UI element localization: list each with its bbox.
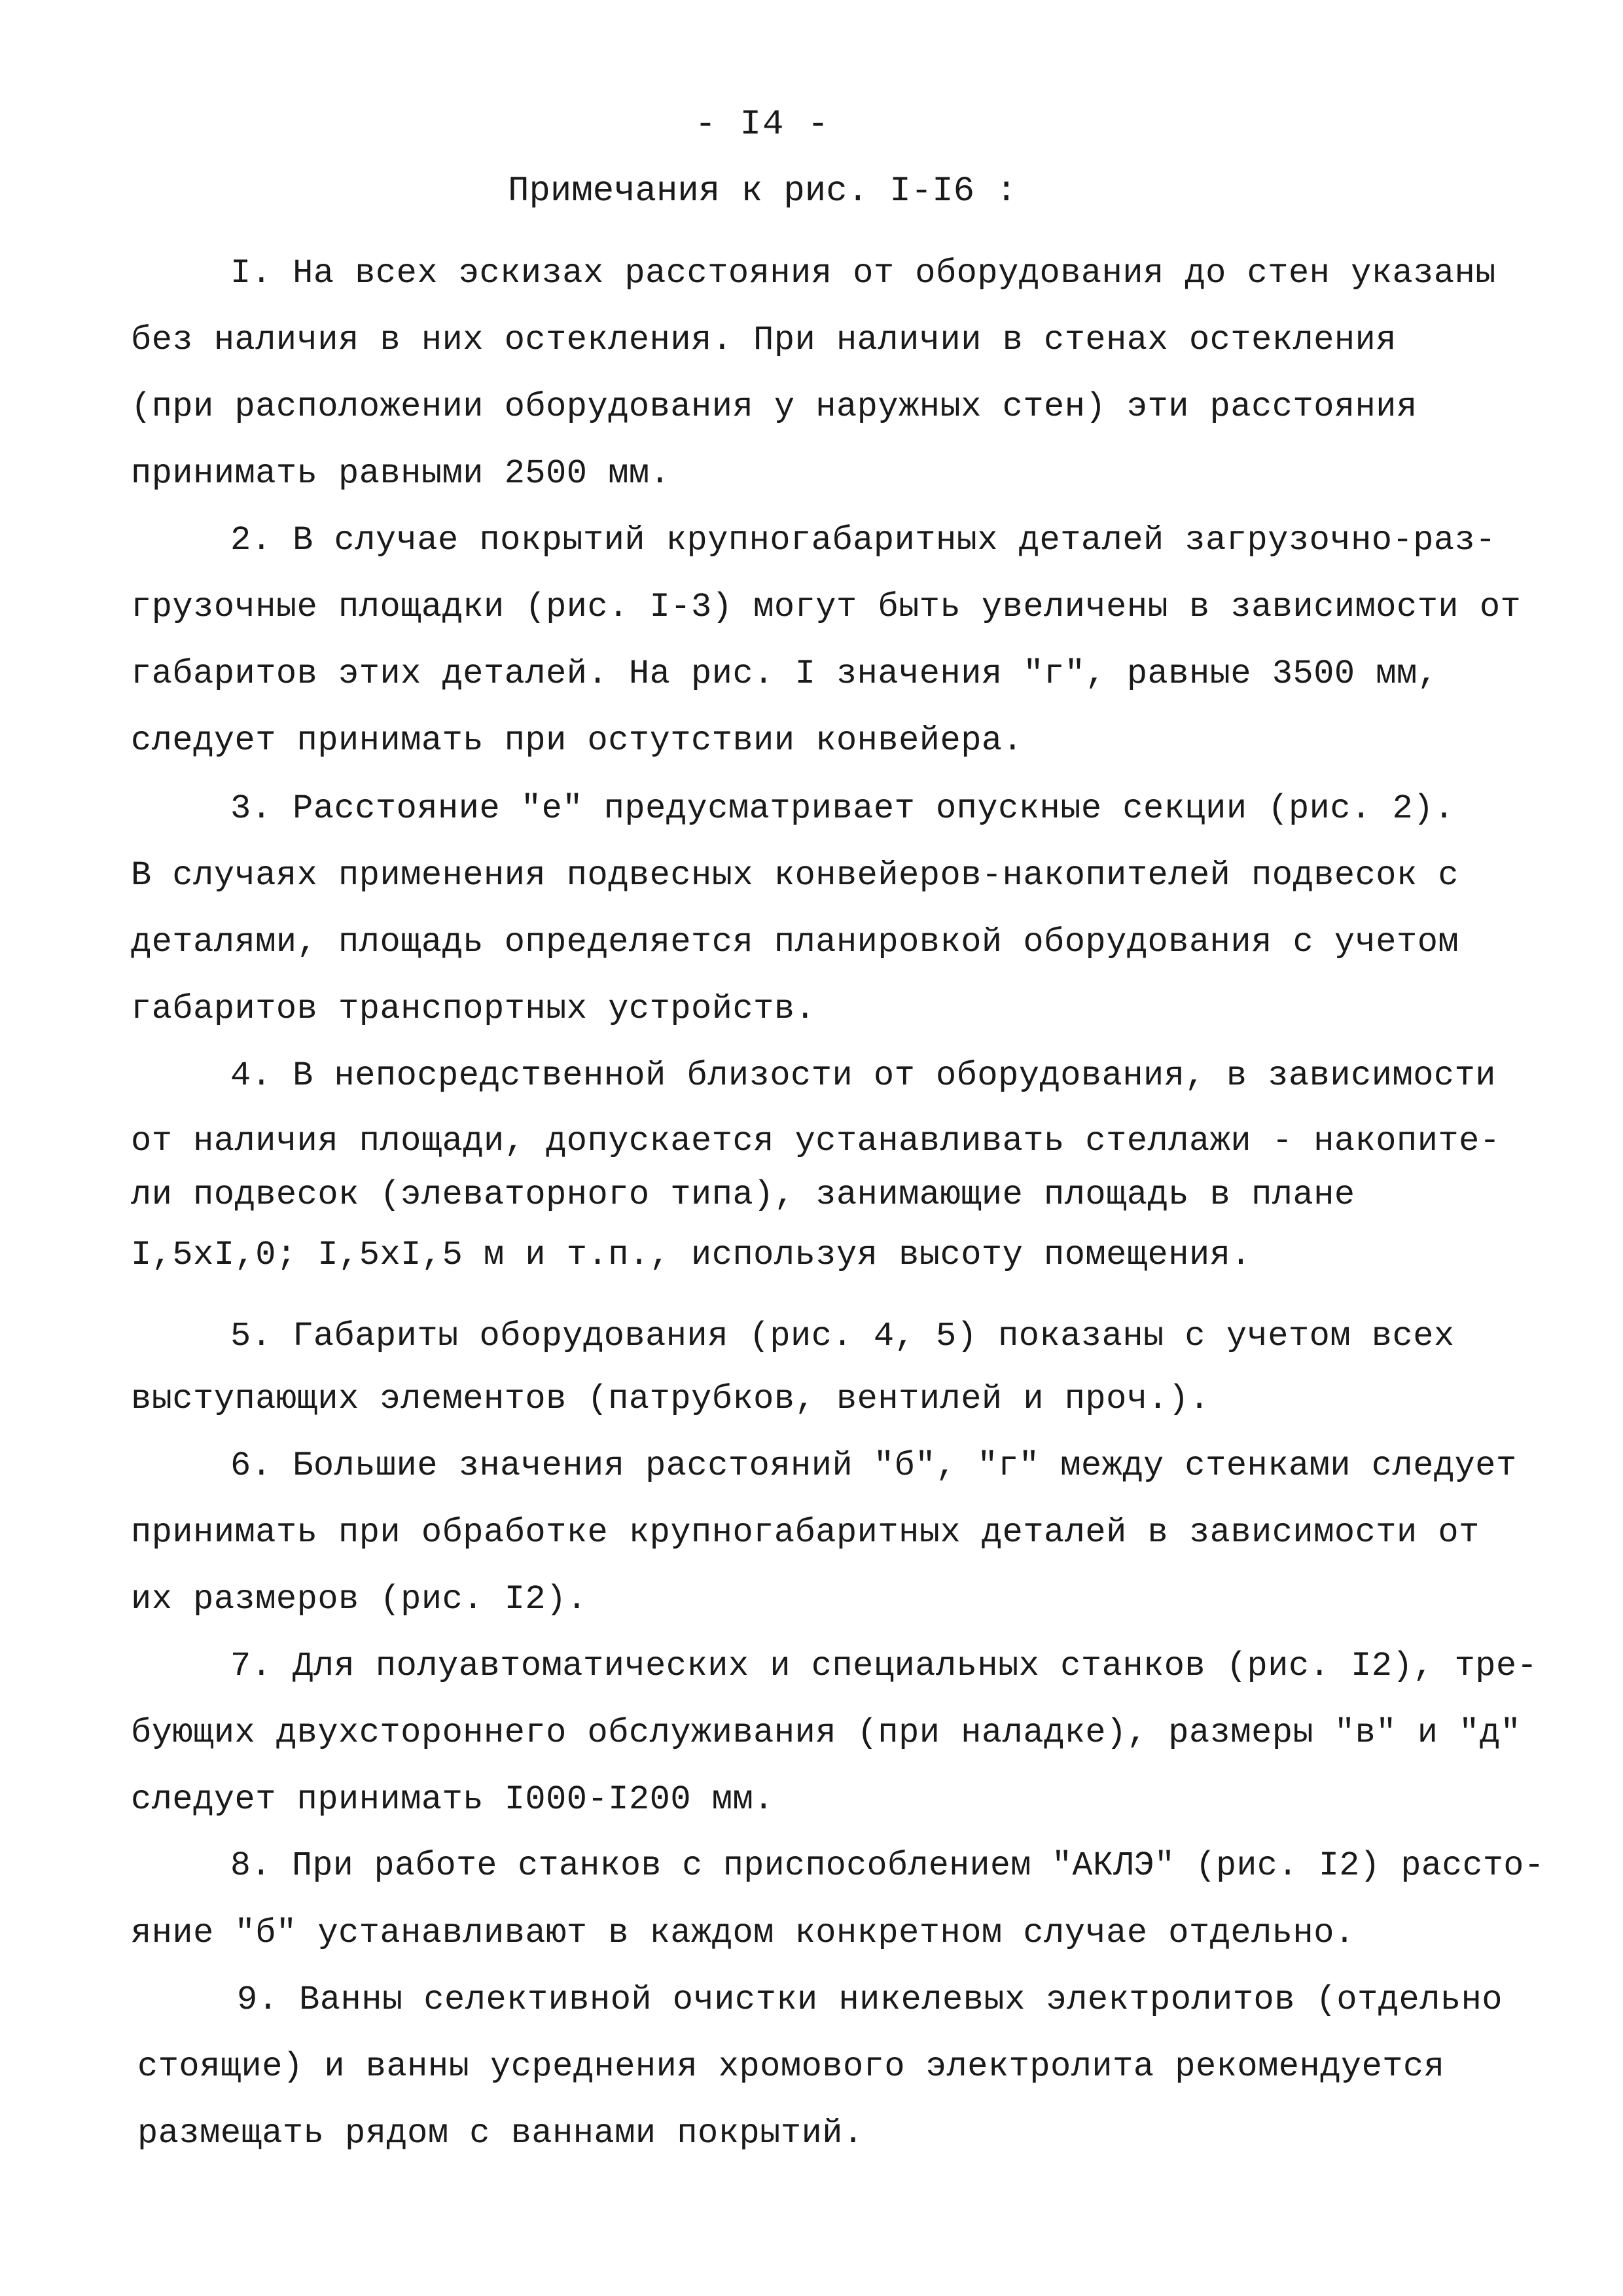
note-9-line-3: размещать рядом с ваннами покрытий. xyxy=(137,2114,864,2153)
note-6-line-2: принимать при обработке крупногабаритных деталей в зависимости от xyxy=(131,1513,1480,1552)
note-6-line-1: 6. Большие значения расстояний "б", "г" между стенками следует xyxy=(230,1446,1517,1485)
note-2-line-4: следует принимать при остутствии конвейера. xyxy=(131,721,1024,760)
note-3-line-1: 3. Расстояние "е" предусматривает опускные секции (рис. 2). xyxy=(230,789,1455,828)
note-7-line-1: 7. Для полуавтоматических и специальных станков (рис. I2), тре- xyxy=(230,1647,1538,1685)
note-3-line-4: габаритов транспортных устройств. xyxy=(131,990,816,1028)
note-4-line-2: от наличия площади, допускается устанавливать стеллажи - накопите- xyxy=(131,1122,1501,1160)
note-2-line-3: габаритов этих деталей. На рис. I значения "г", равные 3500 мм, xyxy=(131,655,1438,693)
note-3-line-2: В случаях применения подвесных конвейеров-накопителей подвесок с xyxy=(131,856,1459,895)
note-6-line-3: их размеров (рис. I2). xyxy=(131,1580,588,1619)
note-2-line-2: грузочные площадки (рис. I-3) могут быть увеличены в зависимости от xyxy=(131,588,1522,626)
note-4-line-4: I,5xI,0; I,5xI,5 м и т.п., используя высоту помещения. xyxy=(131,1236,1252,1274)
notes-heading: Примечания к рис. I-I6 : xyxy=(508,171,1017,211)
note-7-line-2: бующих двухстороннего обслуживания (при наладке), размеры "в" и "д" xyxy=(131,1713,1522,1752)
note-5-line-2: выступающих элементов (патрубков, вентилей и проч.). xyxy=(131,1380,1210,1418)
note-5-line-1: 5. Габариты оборудования (рис. 4, 5) показаны с учетом всех xyxy=(230,1317,1455,1355)
page-number: - I4 - xyxy=(694,105,830,145)
note-3-line-3: деталями, площадь определяется планировкой оборудования с учетом xyxy=(131,923,1459,961)
note-8-line-1: 8. При работе станков с приспособлением "АКЛЭ" (рис. I2) рассто- xyxy=(230,1847,1545,1885)
note-9-line-1: 9. Ванны селективной очистки никелевых электролитов (отдельно xyxy=(237,1981,1503,2019)
note-1-line-4: принимать равными 2500 мм. xyxy=(131,454,671,493)
note-1-line-3: (при расположении оборудования у наружных стен) эти расстояния xyxy=(131,387,1418,426)
note-2-line-1: 2. В случае покрытий крупногабаритных деталей загрузочно-раз- xyxy=(230,521,1497,560)
note-1-line-1: I. На всех эскизах расстояния от оборудования до стен указаны xyxy=(230,254,1497,293)
note-4-line-1: 4. В непосредственной близости от оборудования, в зависимости xyxy=(230,1056,1497,1095)
note-1-line-2: без наличия в них остекления. При наличии в стенах остекления xyxy=(131,321,1397,359)
note-8-line-2: яние "б" устанавливают в каждом конкретном случае отдельно. xyxy=(131,1914,1355,1952)
note-7-line-3: следует принимать I000-I200 мм. xyxy=(131,1780,774,1819)
note-9-line-2: стоящие) и ванны усреднения хромового электролита рекомендуется xyxy=(137,2047,1445,2086)
note-4-line-3: ли подвесок (элеваторного типа), занимающие площадь в плане xyxy=(131,1175,1355,1214)
